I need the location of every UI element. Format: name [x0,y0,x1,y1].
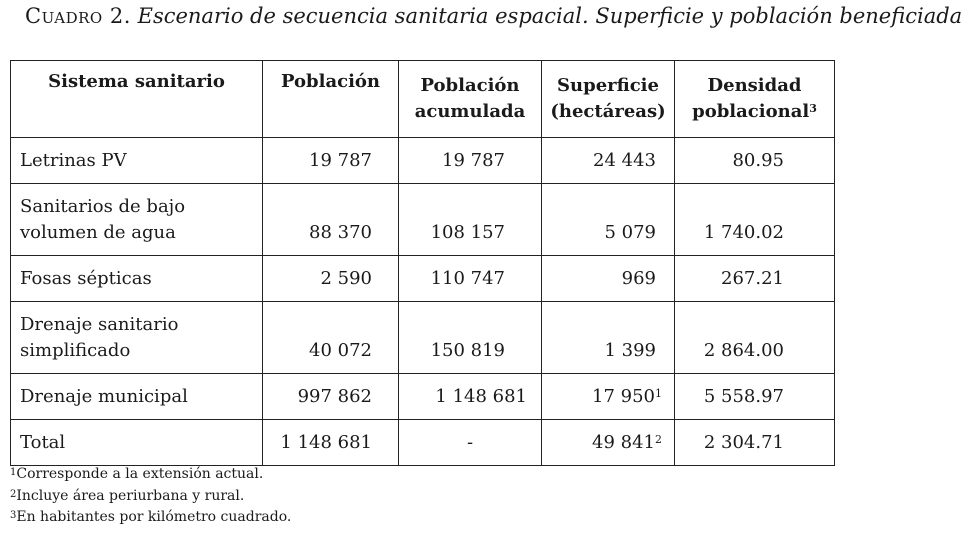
cell-superficie: 5 079 [542,184,675,256]
footnote-mark: 2 [10,488,17,500]
cell-acumulada: 108 157 [399,184,542,256]
cell-sistema: Drenaje sanitario simplificado [11,302,263,374]
table-caption [25,4,962,28]
header-poblacion: Población [263,61,399,138]
footnote-mark: 1 [10,467,17,478]
cell-densidad: 2 864.00 [675,302,835,374]
cell-poblacion: 40 072 [263,302,399,374]
footnote: $^3$En habitantes por kilómetro cuadrado. [10,509,292,525]
cell-acumulada: 110 747 [399,256,542,302]
cell-sistema: Fosas sépticas [11,256,263,302]
cell-acumulada: 150 819 [399,302,542,374]
caption-title: Escenario de secuencia sanitaria espacial. Superficie y población beneficiada [137,4,962,28]
footnotes [10,464,291,529]
cell-densidad: 2 304.71 [675,420,835,466]
cell-densidad: 267.21 [675,256,835,302]
cell-poblacion: 1 148 681 [263,420,399,466]
cell-sistema: Sanitarios de bajo volumen de agua [11,184,263,256]
header-row [11,61,835,138]
table-row [11,184,835,256]
footnote: $^2$Incluye área periurbana y rural. [10,487,245,504]
cell-sistema: Letrinas PV [11,138,263,184]
table-row-total [11,420,835,466]
cell-acumulada: - [399,420,542,466]
cell-densidad: 1 740.02 [675,184,835,256]
table-row [11,302,835,374]
footnote-mark: 3 [10,510,17,521]
table-row [11,374,835,420]
footnote: $^1$Corresponde a la extensión actual. [10,466,264,482]
cell-superficie: 24 443 [542,138,675,184]
footnote-mark: 1 [655,387,662,400]
table-row [11,256,835,302]
cell-superficie: 969 [542,256,675,302]
cell-poblacion: 19 787 [263,138,399,184]
header-densidad: Densidad poblacional$^3$ [675,61,835,138]
data-table [10,60,835,466]
header-sistema: Sistema sanitario [11,61,263,138]
cell-densidad: 5 558.97 [675,374,835,420]
cell-poblacion: 2 590 [263,256,399,302]
cell-superficie: 17 $950^1$ [542,374,675,420]
table-row [11,138,835,184]
cell-acumulada: 1 148 681 [399,374,542,420]
header-superficie: Superficie (hectáreas) [542,61,675,138]
footnote-mark: 2 [655,433,662,446]
cell-superficie: 49 $841^2$ [542,420,675,466]
cell-densidad: 80.95 [675,138,835,184]
footnote-mark: 3 [809,102,817,115]
header-poblacion-acumulada: Población acumulada [399,61,542,138]
cell-sistema: Total [11,420,263,466]
caption-label: Cuadro 2. [25,4,131,28]
cell-poblacion: 88 370 [263,184,399,256]
cell-superficie: 1 399 [542,302,675,374]
cell-poblacion: 997 862 [263,374,399,420]
cell-acumulada: 19 787 [399,138,542,184]
cell-sistema: Drenaje municipal [11,374,263,420]
